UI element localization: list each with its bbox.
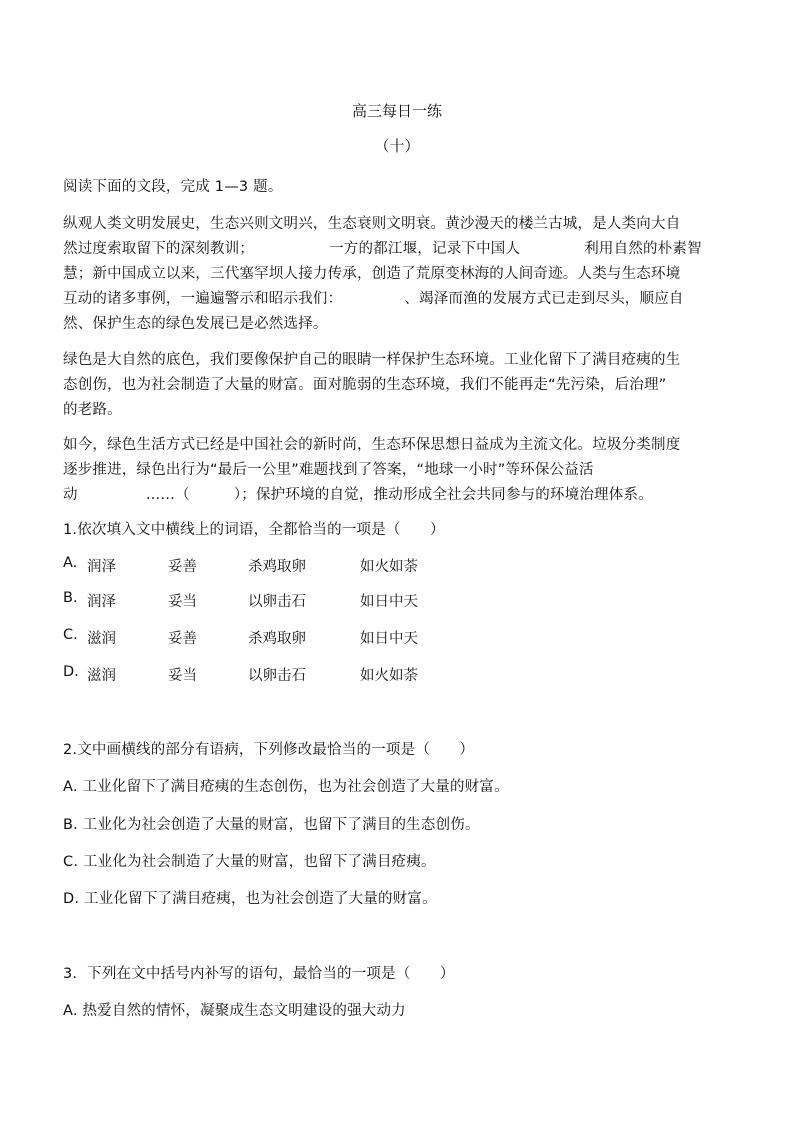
question1-option-a [63, 555, 463, 575]
option-word-3: 杀鸡取卵 [248, 559, 306, 575]
option-word-2: 妥当 [168, 594, 197, 610]
option-word-1: 滋润 [87, 668, 116, 684]
question3-stem: 3．下列在文中括号内补写的语句，最恰当的一项是（ ） [63, 966, 455, 982]
paragraph1-line2-part1: 然过度索取留下的深刻教训； [63, 241, 255, 257]
option-word-1: 润泽 [87, 594, 116, 610]
option-word-4: 如日中天 [360, 631, 418, 647]
paragraph1-line5: 然、保护生态的绿色发展已是必然选择。 [63, 316, 328, 332]
option-word-2: 妥善 [168, 631, 197, 647]
paragraph1-line4-part2: 、竭泽而渔的发展方式已走到尽头，顺应自 [404, 291, 684, 307]
paragraph1-line1: 纵观人类文明发展史，生态兴则文明兴，生态衰则文明衰。黄沙漫天的楼兰古城，是人类向大自 [63, 216, 681, 232]
question1-option-d [63, 664, 463, 684]
page-title: 高三每日一练 [351, 102, 442, 120]
paragraph2-line2: 态创伤，也为社会制造了大量的财富。面对脆弱的生态环境，我们不能再走“先污染，后治理” [63, 377, 667, 393]
option-word-3: 以卵击石 [248, 594, 306, 610]
option-word-3: 杀鸡取卵 [248, 631, 306, 647]
paragraph3-line3-part3: ）；保护环境的自觉，推动形成全社会共同参与的环境治理体系。 [233, 487, 653, 503]
paragraph2-line1: 绿色是大自然的底色，我们要像保护自己的眼睛一样保护生态环境。工业化留下了满目疮痍的生 [63, 352, 681, 368]
option-word-3: 以卵击石 [248, 668, 306, 684]
option-letter: B. [63, 590, 78, 606]
option-letter: C. [63, 627, 78, 643]
option-word-4: 如日中天 [360, 594, 418, 610]
question2-stem: 2.文中画横线的部分有语病，下列修改最恰当的一项是（ ） [63, 742, 475, 758]
option-letter: D. [63, 664, 79, 680]
question2-option-d: D. 工业化留下了满目疮痍，也为社会创造了大量的财富。 [63, 891, 437, 907]
question2-option-a: A. 工业化留下了满目疮痍的生态创伤，也为社会创造了大量的财富。 [63, 779, 509, 795]
instruction-text: 阅读下面的文段，完成 1—3 题。 [63, 179, 283, 195]
question2-option-b: B. 工业化为社会创造了大量的财富，也留下了满目的生态创伤。 [63, 817, 480, 833]
paragraph2-line3: 的老路。 [63, 402, 122, 418]
question1-option-b [63, 590, 463, 610]
question1-stem: 1.依次填入文中横线上的词语，全都恰当的一项是（ ） [63, 522, 445, 538]
paragraph1-line2-part2: 一方的都江堰，记录下中国人 [329, 241, 521, 257]
option-word-2: 妥善 [168, 559, 197, 575]
option-word-2: 妥当 [168, 668, 197, 684]
paragraph3-line3-part1: 动 [63, 487, 78, 503]
paragraph1-line4 [63, 287, 684, 308]
paragraph3-line3-part2: ……（ [145, 487, 190, 503]
paragraph1-line3: 慧；新中国成立以来，三代塞罕坝人接力传承，创造了荒原变林海的人间奇迹。人类与生态环境 [63, 266, 681, 282]
page-subtitle: （十） [374, 137, 420, 155]
option-word-4: 如火如荼 [360, 559, 418, 575]
paragraph3-line3 [63, 483, 653, 504]
paragraph1-line4-part1: 互动的诸多事例，一遍遍警示和昭示我们： [63, 291, 343, 307]
option-word-1: 润泽 [87, 559, 116, 575]
option-letter: A. [63, 555, 78, 571]
question2-option-c: C. 工业化为社会制造了大量的财富，也留下了满目疮痍。 [63, 854, 436, 870]
option-word-1: 滋润 [87, 631, 116, 647]
paragraph1-line2 [63, 237, 702, 258]
paragraph1-line2-part3: 利用自然的朴素智 [584, 241, 702, 257]
paragraph3-line1: 如今，绿色生活方式已经是中国社会的新时尚，生态环保思想日益成为主流文化。垃圾分类制度 [63, 437, 681, 453]
question1-option-c [63, 627, 463, 647]
paragraph3-line2: 逐步推进，绿色出行为“最后一公里”难题找到了答案，“地球一小时”等环保公益活 [63, 462, 594, 478]
option-word-4: 如火如荼 [360, 668, 418, 684]
question3-option-a: A. 热爱自然的情怀，凝聚成生态文明建设的强大动力 [63, 1003, 406, 1019]
